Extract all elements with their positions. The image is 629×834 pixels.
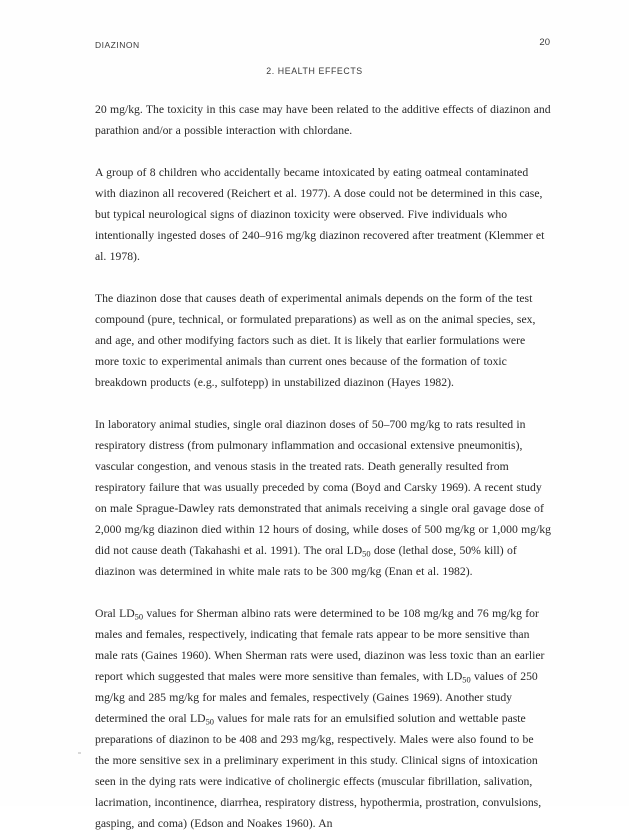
- para-toxicity-additive-effects: 20 mg/kg. The toxicity in this case may have been related to the additive effects of diazinon and parathion and/or a possible interaction with chlordane.: [95, 103, 551, 137]
- ld50-subscript: 50: [205, 716, 214, 727]
- ld50-subscript: 50: [362, 548, 371, 559]
- scan-artifact-speck: [78, 752, 81, 754]
- section-heading: 2. HEALTH EFFECTS: [266, 66, 363, 76]
- para-children-oatmeal: A group of 8 children who accidentally became intoxicated by eating oatmeal contaminated with diazinon all recovered (Reichert et al. 1977). A dose could not be determined in this case, but typical neurological signs of diazinon toxicity were observed. Five individuals who intentionally ingested doses of 240–916 mg/kg diazinon recovered after treatment (Klemmer et al. 1978).: [95, 166, 545, 263]
- ld50-subscript: 50: [462, 674, 471, 685]
- running-head: [95, 37, 550, 54]
- document-title: DIAZINON: [95, 40, 140, 50]
- body-text-column: [95, 99, 551, 834]
- para-oral-ld50-sherman: Oral $LD_{50}$ values for Sherman albino rats were determined to be 108 mg/kg and 76 mg/kg for males and females, respectively, indicating that female rats appear to be more sensitive than male rats (Gaines 1960). When Sherman rats were used, diazinon was less toxic than an earlier report which suggested that males were more sensitive than females, with $LD_{50}$ values of 250 mg/kg and 285 mg/kg for males and females, respectively (Gaines 1969). Another study determined the oral $LD_{50}$ values for male rats for an emulsified solution and wettable paste preparations of diazinon to be 408 and 293 mg/kg, respectively. Males were also found to be the more sensitive sex in a preliminary experiment in this study. Clinical signs of intoxication seen in the dying rats were indicative of cholinergic effects (muscular fibrillation, salivation, lacrimation, incontinence, diarrhea, respiratory distress, hypothermia, prostration, convulsions, gasping, and coma) (Edson and Noakes 1960). An: [95, 607, 545, 830]
- page-number: 20: [539, 37, 550, 48]
- para-dose-depends-on-form: The diazinon dose that causes death of experimental animals depends on the form of the test compound (pure, technical, or formulated preparations) as well as on the animal species, sex, and age, and other modifying factors such as diet. It is likely that earlier formulations were more toxic to experimental animals than current ones because of the formation of toxic breakdown products (e.g., sulfotepp) in unstabilized diazinon (Hayes 1982).: [95, 292, 536, 389]
- ld50-subscript: 50: [134, 611, 144, 622]
- para-laboratory-animal-studies: In laboratory animal studies, single oral diazinon doses of 50–700 mg/kg to rats resulted in respiratory distress (from pulmonary inflammation and occasional extensive pneumonitis), vascular congestion, and venous stasis in the treated rats. Death generally resulted from respiratory failure that was usually preceded by coma (Boyd and Carsky 1969). A recent study on male Sprague-Dawley rats demonstrated that animals receiving a single oral gavage dose of 2,000 mg/kg diazinon died within 12 hours of dosing, while doses of 500 mg/kg or 1,000 mg/kg did not cause death (Takahashi et al. 1991). The oral $LD_{50}$ dose (lethal dose, 50% kill) of diazinon was determined in white male rats to be 300 mg/kg (Enan et al. 1982).: [95, 418, 552, 578]
